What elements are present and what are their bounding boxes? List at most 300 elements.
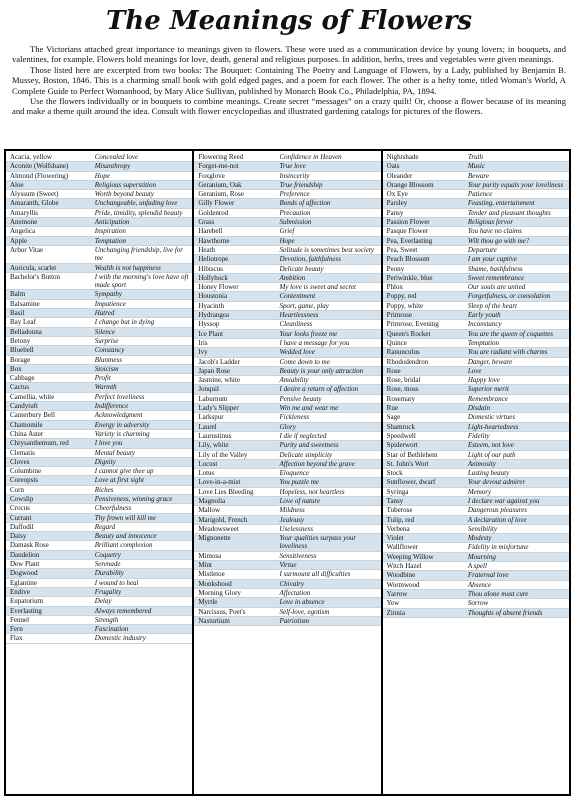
flower-meaning: Confidence in Heaven [279, 153, 342, 161]
table-row [194, 190, 380, 199]
table-row [6, 172, 192, 181]
table-row [383, 534, 569, 543]
flower-name: Mallow [198, 506, 221, 515]
flower-meaning: Affectation [279, 588, 311, 597]
flower-name: Queen's Rocket [386, 329, 431, 338]
table-row [194, 162, 380, 171]
flower-name: Larkspur [198, 413, 224, 422]
flower-meaning: Love in absence [279, 598, 325, 607]
flower-name: Betony [10, 336, 31, 345]
flower-meaning: Thy frown will kill me [94, 513, 156, 522]
flower-name: Jacob's Ladder [198, 357, 240, 366]
flower-name: Woodbine [386, 571, 416, 580]
table-row [194, 339, 380, 348]
flower-meaning: Glory [279, 422, 296, 431]
flower-name: Rosemary [386, 394, 416, 403]
table-row [194, 153, 380, 162]
flower-meaning: Chivalry [279, 579, 304, 588]
flower-meaning: Contentment [279, 292, 316, 301]
table-row [6, 318, 192, 327]
flower-name: Rose [386, 366, 401, 375]
flower-meaning: A declaration of love [467, 515, 527, 524]
table-row [6, 439, 192, 448]
table-row [6, 365, 192, 374]
flower-meaning: Hopeless, not heartless [279, 487, 345, 496]
flower-name: Cactus [10, 383, 30, 392]
table-row [194, 246, 380, 255]
flower-name: Tansy [386, 496, 404, 505]
flower-meaning: I declare war against you [467, 496, 540, 505]
flower-meaning: Temptation [94, 236, 126, 245]
table-row [194, 311, 380, 320]
table-row [194, 320, 380, 329]
flower-meaning: Sympathy [94, 290, 122, 299]
flower-meaning: Disdain [467, 404, 490, 413]
flower-meaning: Always remembered [94, 606, 152, 615]
flower-name: Lily of the Valley [198, 450, 248, 459]
flower-meaning: Bluntness [94, 355, 122, 364]
flower-meaning: Sport, game, play [279, 301, 329, 310]
flower-meaning: I have a message for you [279, 338, 350, 347]
table-row [6, 625, 192, 634]
intro-paragraph: Those listed here are excerpted from two books: The Bouquet: Containing The Poetry and Language of Flowers, by a Lady, published by Benjamin B. Mussey, Boston, 1846. This is a charming small book with gold edged pages, and a poem for each flower. The other is a hefty tome, titled Woman's World, A Complete Guide to Perfect Womanhood, by Mary Alice Sullivan, published by Monarch Book Co., Philadelphia, PA, 1894. [12, 64, 566, 96]
flower-name: Lily, white [198, 441, 229, 450]
flower-name: Ice Plant [198, 329, 224, 338]
table-row [383, 199, 569, 208]
table-row [6, 504, 192, 513]
table-row [194, 181, 380, 190]
flower-meaning: Beauty is your only attraction [279, 366, 364, 375]
flower-name: Myrtle [198, 598, 218, 607]
table-row [383, 274, 569, 283]
flower-meaning: Impatience [94, 299, 126, 308]
flower-meaning: Frugality [94, 587, 122, 596]
flower-name: Hyacinth [198, 301, 224, 310]
flower-meaning: Virtue [279, 561, 297, 570]
flower-meaning: I die if neglected [279, 431, 327, 440]
flower-meaning: Domestic virtues [467, 413, 516, 422]
flower-meaning: Solitude is sometimes best society [279, 245, 374, 254]
flower-name: Cabbage [10, 374, 35, 383]
flower-meaning: Music [467, 162, 485, 171]
flower-name: Hibiscus [198, 264, 223, 273]
flower-meaning: Surprise [94, 336, 119, 345]
flower-meaning: Your qualities surpass your loveliness [279, 534, 357, 551]
flower-meaning: You are the queen of coquettes [467, 329, 554, 338]
flower-name: Marigold, French [198, 515, 248, 524]
flower-meaning: Memory [467, 487, 492, 496]
flower-name: Candytuft [10, 402, 38, 411]
table-row [194, 451, 380, 460]
flower-name: Hollyhock [198, 273, 228, 282]
flower-meaning: You are radiant with charms [467, 348, 548, 357]
table-row [194, 255, 380, 264]
flower-name: China Aster [10, 429, 44, 438]
flower-name: Parsley [386, 199, 408, 208]
table-row [194, 274, 380, 283]
flower-name: Clematis [10, 448, 35, 457]
table-row [194, 395, 380, 404]
table-row [383, 543, 569, 552]
flower-name: Poppy, white [386, 301, 424, 310]
flower-meaning: Light-heartedness [467, 422, 519, 431]
table-row [383, 432, 569, 441]
flower-name: Yew [386, 599, 400, 608]
flower-name: Daffodil [10, 522, 34, 531]
flower-meaning: Win me and wear me [279, 404, 339, 413]
flower-meaning: Patience [467, 190, 493, 199]
table-row [194, 330, 380, 339]
table-row [383, 609, 569, 618]
flower-name: Spiderwort [386, 441, 418, 450]
flower-name: Sunflower, dwarf [386, 478, 436, 487]
flower-name: Violet [386, 534, 404, 543]
flower-name: Eupatorium [10, 597, 44, 606]
table-row [194, 348, 380, 357]
flower-name: Rhododendron [386, 357, 429, 366]
flower-name: Aloe [10, 180, 24, 189]
flower-meaning: Sweet remembrance [467, 273, 525, 282]
flower-name: Chrysanthemum, red [10, 439, 69, 448]
table-row [194, 441, 380, 450]
table-row [383, 339, 569, 348]
table-row [383, 358, 569, 367]
flower-name: Witch Hazel [386, 562, 422, 571]
flower-name: Rose, moss [386, 385, 419, 394]
flower-name: Japan Rose [198, 366, 231, 375]
table-row [194, 423, 380, 432]
flower-name: Crocus [10, 504, 30, 513]
table-row [194, 292, 380, 301]
table-row [383, 599, 569, 608]
flower-name: Dew Plant [10, 560, 40, 569]
table-row [383, 562, 569, 571]
flower-meaning: Stoicism [94, 364, 119, 373]
flower-meaning: Modesty [467, 534, 492, 543]
flower-name: Dogwood [10, 569, 38, 578]
flower-meaning: Constancy [94, 346, 125, 355]
table-row [6, 199, 192, 208]
flower-name: Chamomile [10, 420, 43, 429]
flower-meaning: Your purity equals your loveliness [467, 180, 564, 189]
flower-name: Everlasting [10, 606, 42, 615]
flower-meaning: Fickleness [279, 413, 310, 422]
flower-meaning: Submission [279, 218, 312, 227]
table-row [383, 451, 569, 460]
flower-name: Bachelor's Button [10, 272, 61, 281]
table-row [6, 607, 192, 616]
flower-name: Goldenrod [198, 208, 229, 217]
intro-paragraph: The Victorians attached great importance to meanings given to flowers. These were used as a communication device by young lovers; in bouquets, and valentines, for example. Flowers hold meanings for love, death, general and religious purposes. In addition, herbs, trees and vegetables were given meanings. [12, 44, 566, 65]
table-row [383, 227, 569, 236]
flower-meaning: Dangerous pleasures [467, 506, 527, 515]
flower-name: Poppy, red [386, 292, 417, 301]
table-column [6, 151, 192, 794]
table-row [194, 552, 380, 561]
flower-meaning: Thoughts of absent friends [467, 608, 543, 617]
flower-meaning: Insincerity [279, 171, 310, 180]
flower-meaning: I with the morning's love have oft made sport [94, 272, 189, 290]
flower-meaning: Temptation [467, 338, 500, 347]
table-column [381, 151, 569, 794]
flower-meaning: I love you [94, 439, 123, 448]
flower-meaning: Superior merit [467, 385, 509, 394]
table-row [383, 571, 569, 580]
table-row [6, 579, 192, 588]
intro-paragraph: Use the flowers individually or in bouquets to combine meanings. Create secret “messages” on a crazy quilt! Or, choose a flower because of its meaning and make a theme quilt around the idea. Consult with flower encyclopedias and illustrated gardening catalogs for pictures of the flowers. [12, 96, 566, 117]
table-row [194, 283, 380, 292]
flower-meaning: Silence [94, 327, 115, 336]
table-row [383, 525, 569, 534]
table-row [6, 430, 192, 439]
flower-meaning: Religious fervor [467, 218, 514, 227]
table-row [6, 264, 192, 273]
flower-name: Anemone [10, 218, 38, 227]
flower-meaning: Concealed love [94, 153, 139, 161]
flower-name: Star of Bethlehem [386, 450, 438, 459]
flower-meaning: Delicate beauty [279, 264, 324, 273]
flower-meaning: Warmth [94, 383, 117, 392]
table-row [6, 402, 192, 411]
table-row [194, 237, 380, 246]
flower-meaning: Self-love, egotism [279, 607, 330, 616]
flower-name: St. John's Wort [386, 459, 429, 468]
flower-name: Laburnum [198, 394, 228, 403]
flower-name: Camellia, white [10, 392, 55, 401]
flower-meaning: Ambition [279, 273, 306, 282]
table-row [6, 523, 192, 532]
flower-meaning: Beauty and innocence [94, 532, 157, 541]
table-row [383, 581, 569, 590]
flower-name: Endive [10, 587, 30, 596]
flower-meaning: Hope [94, 171, 110, 180]
flower-meaning: Thou alone must cure [467, 589, 529, 598]
table-row [6, 374, 192, 383]
table-row [6, 411, 192, 420]
flower-name: Heath [198, 245, 216, 254]
flower-meaning: Patriotism [279, 616, 310, 625]
flower-meaning: You puzzle me [279, 478, 319, 487]
flower-name: Stock [386, 469, 403, 478]
flower-meaning: Your devout admirer [467, 478, 526, 487]
flower-name: Flax [10, 634, 23, 643]
flower-meaning: Feasting, entertainment [467, 199, 535, 208]
flower-meaning: Delay [94, 597, 112, 606]
flower-name: Wallflower [386, 543, 418, 552]
table-row [383, 516, 569, 525]
table-row [6, 181, 192, 190]
flower-meaning: Delicate simplicity [279, 450, 333, 459]
flower-meaning: Pensive beauty [279, 394, 322, 403]
flower-name: Geranium, Oak [198, 180, 242, 189]
table-row [194, 608, 380, 617]
flower-name: Auricula, scarlet [10, 263, 57, 272]
flower-name: Harebell [198, 227, 223, 236]
flower-meaning: Unchanging friendship, live for me [94, 245, 184, 263]
flower-name: Ranunculus [386, 348, 420, 357]
table-row [6, 383, 192, 392]
table-row [194, 302, 380, 311]
table-row [383, 181, 569, 190]
flower-name: Box [10, 364, 22, 373]
flower-name: Bluebell [10, 346, 34, 355]
flower-name: Meadowsweet [198, 524, 239, 533]
flower-name: Laurustinus [198, 431, 232, 440]
flower-meaning: Absence [467, 580, 492, 589]
flower-meaning: Danger, beware [467, 357, 513, 366]
flower-meaning: Lasting beauty [467, 469, 510, 478]
table-row [6, 541, 192, 550]
flower-meaning: Durability [94, 569, 124, 578]
flower-meaning: Domestic industry [94, 634, 146, 643]
flower-name: Aconite (Wolfsbane) [10, 162, 69, 171]
table-row [6, 153, 192, 162]
flower-name: Geranium, Rose [198, 190, 244, 199]
table-row [383, 292, 569, 301]
flower-name: Shamrock [386, 422, 416, 431]
flower-meaning: I desire a return of affection [279, 385, 359, 394]
flower-meaning: Our souls are united [467, 283, 526, 292]
flower-name: Ivy [198, 348, 208, 357]
flower-meaning: True friendship [279, 180, 323, 189]
flower-name: Acacia, yellow [10, 153, 52, 161]
flower-meaning: Bonds of affection [279, 199, 331, 208]
flower-meaning: Amiability [279, 376, 309, 385]
table-row [194, 376, 380, 385]
flower-name: Dandelion [10, 550, 40, 559]
flower-meaning: Precaution [279, 208, 311, 217]
flower-meaning: Hatred [94, 309, 115, 318]
flower-name: Oats [386, 162, 400, 171]
table-row [383, 506, 569, 515]
table-row [194, 589, 380, 598]
flower-meaning: Sleep of the heart [467, 301, 517, 310]
flower-name: Bay Leaf [10, 318, 36, 327]
flower-name: Hawthorne [198, 236, 230, 245]
flower-meaning: Come down to me [279, 357, 330, 366]
table-row [383, 190, 569, 199]
table-row [6, 569, 192, 578]
table-row [383, 237, 569, 246]
flower-meaning: Brilliant complexion [94, 541, 153, 550]
table-row [6, 237, 192, 246]
table-row [383, 162, 569, 171]
flower-name: Magnolia [198, 496, 226, 505]
flower-meaning: Wedded love [279, 348, 315, 357]
flower-name: Periwinkle, blue [386, 273, 433, 282]
intro-text [12, 44, 566, 117]
table-row [6, 227, 192, 236]
table-row [383, 320, 569, 329]
table-row [383, 348, 569, 357]
table-row [383, 478, 569, 487]
table-row [383, 311, 569, 320]
table-row [6, 300, 192, 309]
table-row [6, 634, 192, 643]
table-row [194, 488, 380, 497]
flower-name: Peach Blossom [386, 255, 430, 264]
flower-name: Hydrangea [198, 311, 230, 320]
flower-name: Phlox [386, 283, 403, 292]
flower-meaning: Religious superstition [94, 180, 156, 189]
table-row [6, 218, 192, 227]
flower-name: Syringa [386, 487, 409, 496]
table-row [194, 598, 380, 607]
flower-meaning: I am your captive [467, 255, 517, 264]
flower-name: Primrose [386, 311, 412, 320]
flower-name: Pea, Sweet [386, 245, 418, 254]
flower-meaning: Happy love [467, 376, 500, 385]
flower-name: Mistletoe [198, 570, 225, 579]
table-row [194, 413, 380, 422]
table-row [194, 460, 380, 469]
flower-name: Belladonna [10, 327, 42, 336]
table-row [383, 367, 569, 376]
flower-meaning: Pensiveness, winning grace [94, 494, 173, 503]
flower-name: Yarrow [386, 589, 408, 598]
table-row [6, 514, 192, 523]
flower-name: Lady's Slipper [198, 404, 239, 413]
flower-name: Nightshade [386, 153, 419, 161]
table-row [194, 172, 380, 181]
flower-name: Almond (Flowering) [10, 171, 69, 180]
flower-name: Daisy [10, 532, 27, 541]
table-row [383, 246, 569, 255]
table-row [194, 580, 380, 589]
flower-name: Peony [386, 264, 405, 273]
flower-name: Coreopsis [10, 476, 38, 485]
flower-name: Verbena [386, 524, 410, 533]
flower-meaning: My love is sweet and secret [279, 283, 357, 292]
table-row [6, 246, 192, 264]
table-row [6, 393, 192, 402]
flower-name: Alyssum (Sweet) [10, 190, 59, 199]
table-row [194, 367, 380, 376]
flower-meaning: Devotion, faithfulness [279, 255, 341, 264]
flower-meaning: Variety is charming [94, 429, 150, 438]
table-row [194, 227, 380, 236]
flower-name: Orange Blossom [386, 180, 434, 189]
table-row [6, 337, 192, 346]
flower-name: Currant [10, 513, 32, 522]
table-row [383, 153, 569, 162]
flower-name: Pasque Flower [386, 227, 429, 236]
flower-name: Wormwood [386, 580, 420, 589]
flower-name: Columbine [10, 467, 42, 476]
flower-name: Grass [198, 218, 215, 227]
table-row [383, 330, 569, 339]
table-row [6, 458, 192, 467]
flower-name: Ox Eye [386, 190, 408, 199]
flower-meaning: You have no claims [467, 227, 522, 236]
table-row [383, 376, 569, 385]
flower-meaning: Mental beauty [94, 448, 135, 457]
flower-meaning: Truth [467, 153, 483, 161]
flower-meaning: Hope [279, 236, 295, 245]
table-row [194, 404, 380, 413]
flower-meaning: Fidelity in misfortune [467, 543, 529, 552]
flower-name: Balm [10, 290, 26, 299]
flower-name: Monkshood [198, 579, 232, 588]
flower-name: Cowslip [10, 494, 34, 503]
table-row [6, 209, 192, 218]
flower-name: Heliotrope [198, 255, 229, 264]
flower-name: Gilly Flower [198, 199, 235, 208]
table-row [194, 478, 380, 487]
flower-name: Hyssop [198, 320, 220, 329]
flower-name: Sage [386, 413, 401, 422]
flower-meaning: Indifference [94, 402, 129, 411]
